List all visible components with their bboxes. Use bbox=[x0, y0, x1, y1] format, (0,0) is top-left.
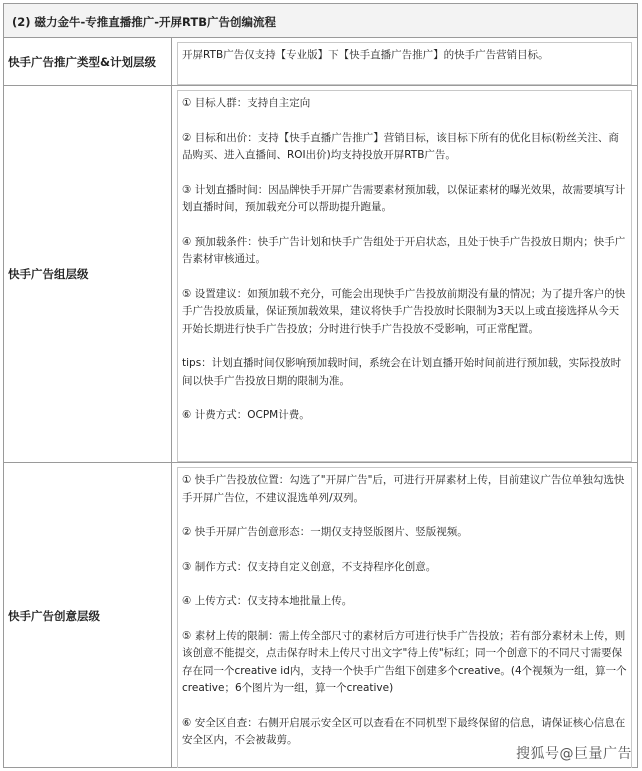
table-row bbox=[4, 38, 637, 86]
paragraph: ② 目标和出价：支持【快手直播广告推广】营销目标，该目标下所有的优化目标(粉丝关注、商品购买、进入直播间、ROI出价)均支持投放开屏RTB广告。 bbox=[182, 131, 619, 161]
row-content bbox=[172, 86, 637, 462]
paragraph: ⑤ 设置建议：如预加载不充分，可能会出现快手广告投放前期没有量的情况；为了提升客户的快手广告投放质量，保证预加载效果，建议将快手广告投放时长限制为3天以上或直接选择从今天开始长期进行快手广告投放；分时进行快手广告投放不受影响，可正常配置。 bbox=[182, 287, 626, 335]
paragraph: ⑥ 计费方式：OCPM计费。 bbox=[182, 409, 310, 421]
paragraph: ④ 上传方式：仅支持本地批量上传。 bbox=[182, 595, 353, 607]
row-content bbox=[172, 38, 637, 85]
paragraph: ⑥ 安全区自查：右侧开启展示安全区可以查看在不同机型下最终保留的信息，请保证核心信息在安全区内，不会被裁剪。 bbox=[182, 716, 626, 746]
watermark: 搜狐号@巨量广告 bbox=[516, 746, 632, 762]
row-content bbox=[172, 463, 637, 768]
paragraph: 开屏RTB广告仅支持【专业版】下【快手直播广告推广】的快手广告营销目标。 bbox=[182, 49, 549, 61]
table-row bbox=[4, 463, 637, 768]
paragraph: ③ 制作方式：仅支持自定义创意，不支持程序化创意。 bbox=[182, 560, 437, 573]
table-row bbox=[4, 86, 637, 463]
section-title: (2) 磁力金牛-专推直播推广-开屏RTB广告创编流程 bbox=[4, 4, 637, 38]
content-table bbox=[3, 3, 638, 768]
paragraph: ④ 预加载条件：快手广告计划和快手广告组处于开启状态，且处于快手广告投放日期内；快手广告素材审核通过。 bbox=[182, 235, 626, 265]
paragraph: ⑤ 素材上传的限制：需上传全部尺寸的素材后方可进行快手广告投放；若有部分素材未上传，则该创意不能提交，点击保存时未上传尺寸出文字"待上传"标红；同一个创意下的不同尺寸需要保存在同一个creative id内，支持一个快手广告组下创建多个creative。(4个视频为一组，算一个creative；6个图片为一组，算一个creative) bbox=[182, 629, 627, 694]
paragraph: ① 目标人群：支持自主定向 bbox=[182, 97, 311, 109]
row-label: 快手广告组层级 bbox=[4, 86, 172, 462]
paragraph: ③ 计划直播时间：因品牌快手开屏广告需要素材预加载，以保证素材的曝光效果，故需要填写计划直播时间，预加载充分可以帮助提升跑量。 bbox=[182, 183, 626, 213]
paragraph: tips：计划直播时间仅影响预加载时间，系统会在计划直播开始时间前进行预加载，实际投放时间以快手广告投放日期的限制为准。 bbox=[182, 357, 622, 387]
row-label: 快手广告创意层级 bbox=[4, 463, 172, 768]
paragraph: ① 快手广告投放位置：勾选了"开屏广告"后，可进行开屏素材上传，目前建议广告位单独勾选快手开屏广告位，不建议混选单列/双列。 bbox=[182, 474, 625, 504]
row-label: 快手广告推广类型&计划层级 bbox=[4, 38, 172, 85]
paragraph: ② 快手开屏广告创意形态：一期仅支持竖版图片、竖版视频。 bbox=[182, 526, 468, 538]
